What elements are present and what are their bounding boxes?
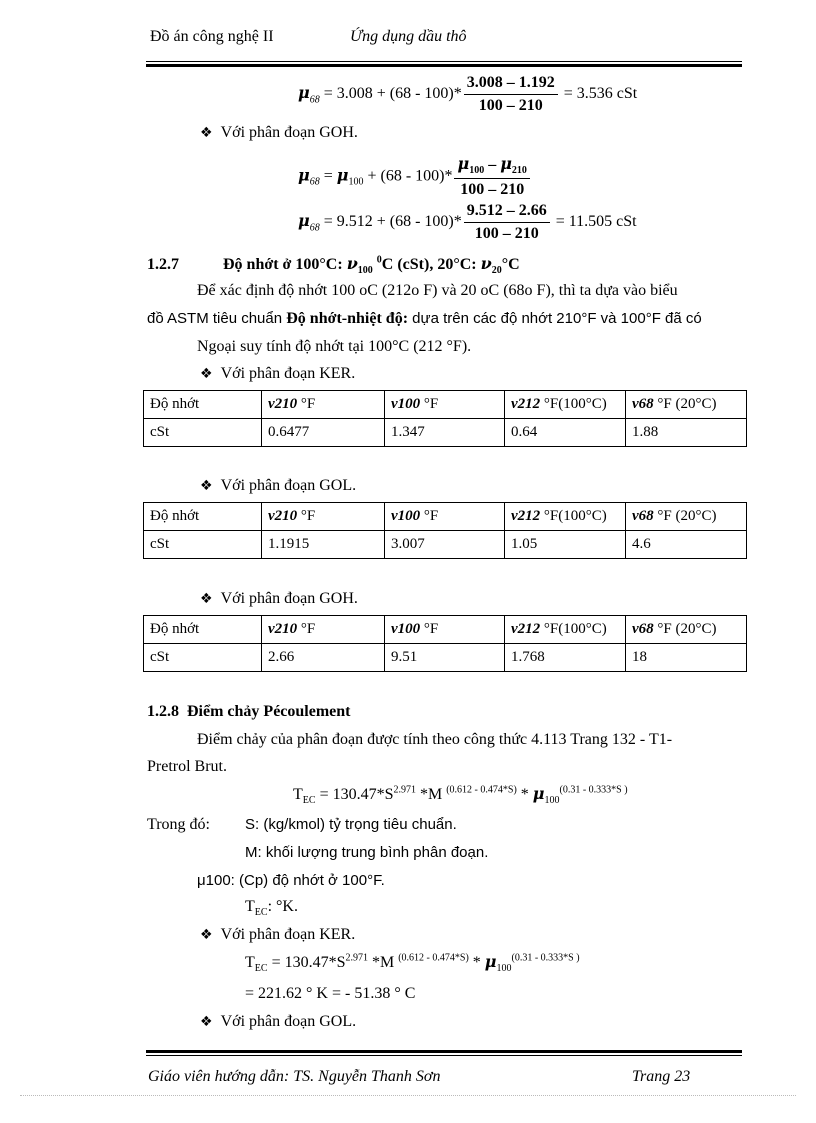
table-header-cell: ν212 °F(100°C) (505, 616, 626, 644)
viscosity-table-goh (143, 615, 747, 672)
table-header-cell: ν210 °F (262, 391, 385, 419)
header-rule-thick (146, 64, 742, 67)
table-header-cell: Độ nhớt (144, 391, 262, 419)
table-cell: cSt (144, 644, 262, 672)
section-127-heading: 1.2.7 Độ nhớt ở 100°C: $\nu_{100}$ $^0$C (cSt), 20°C: $\nu_{20}^\circ C$ (147, 254, 520, 277)
bullet-goh-2: ❖ Với phân đoạn GOH. (200, 590, 358, 607)
where-label: Trong đó: (147, 816, 210, 833)
table-cell: cSt (144, 531, 262, 559)
header-left: Đồ án công nghệ II (150, 28, 274, 45)
table-header-cell: ν210 °F (262, 616, 385, 644)
footer-rule-thick (146, 1050, 742, 1053)
footer-advisor: Giáo viên hướng dẫn: TS. Nguyễn Thanh Sơn (148, 1068, 441, 1085)
where-t: $T_{EC}$: °K. (245, 898, 298, 919)
table-header-row (144, 391, 747, 419)
table-cell: 2.66 (262, 644, 385, 672)
table-cell: 4.6 (626, 531, 747, 559)
table-header-cell: ν212 °F(100°C) (505, 391, 626, 419)
equation-mu68-ker: $\mu_{68} = 3.008 + (68 - 100)*$ $\frac{3.008 - 1.192}{100 - 210}$ = 3.536 cSt (298, 74, 638, 114)
para-astm-line2: đồ ASTM tiêu chuẩn Độ nhớt-nhiệt độ: dựa trên các độ nhớt 210°F và 100°F đã có (147, 310, 702, 327)
table-header-cell: ν68 °F (20°C) (626, 503, 747, 531)
where-s: S: (kg/kmol) tỷ trọng tiêu chuẩn. (245, 816, 457, 833)
bullet-gol-2: ❖ Với phân đoạn GOL. (200, 1013, 357, 1030)
table-cell: 9.51 (385, 644, 505, 672)
table-header-cell: ν210 °F (262, 503, 385, 531)
formula-tec: $T_{EC} = 130.47*S^{2.971}$ *M $^{(0.612 - 0.474*S)} * \mu_{100}^{(0.31 - 0.333*S )}$ (293, 784, 628, 807)
table-header-cell: ν212 °F(100°C) (505, 503, 626, 531)
page-bottom-dotted-line (20, 1095, 796, 1096)
table-header-row (144, 503, 747, 531)
para-pour-point-line2: Pretrol Brut. (147, 758, 227, 775)
table-row (144, 419, 747, 447)
header-right: Ứng dụng dầu thô (350, 28, 467, 45)
table-cell: 1.88 (626, 419, 747, 447)
table-header-row (144, 616, 747, 644)
formula-tec-ker: $T_{EC} = 130.47*S^{2.971}$ *M $^{(0.612 - 0.474*S)} * \mu_{100}^{(0.31 - 0.333*S )}$ (245, 952, 580, 975)
table-cell: 1.1915 (262, 531, 385, 559)
table-row (144, 644, 747, 672)
viscosity-table-ker (143, 390, 747, 447)
table-header-cell: ν100 °F (385, 391, 505, 419)
bullet-gol-1: ❖ Với phân đoạn GOL. (200, 477, 357, 494)
bullet-goh-1: ❖ Với phân đoạn GOH. (200, 124, 358, 141)
section-128-heading: 1.2.8 Điểm chảy Pécoulement (147, 703, 351, 720)
viscosity-table-gol (143, 502, 747, 559)
header-rule-thin (146, 61, 742, 62)
table-header-cell: Độ nhớt (144, 616, 262, 644)
result-ker: = 221.62 ° K = - 51.38 ° C (245, 985, 416, 1002)
where-mu: μ100: (Cp) độ nhớt ở 100°F. (197, 872, 385, 889)
table-header-cell: Độ nhớt (144, 503, 262, 531)
bullet-ker-2: ❖ Với phân đoạn KER. (200, 926, 356, 943)
table-cell: cSt (144, 419, 262, 447)
where-m: M: khối lượng trung bình phân đoạn. (245, 844, 489, 861)
table-cell: 1.768 (505, 644, 626, 672)
equation-mu68-goh: $\mu_{68} = 9.512 + (68 - 100)*$ $\frac{9.512 - 2.66}{100 - 210}$ = 11.505 cSt (298, 202, 637, 242)
footer-page-number: Trang 23 (632, 1068, 691, 1085)
table-cell: 1.05 (505, 531, 626, 559)
table-cell: 1.347 (385, 419, 505, 447)
table-header-cell: ν100 °F (385, 503, 505, 531)
footer-rule-thin (146, 1055, 742, 1056)
para-astm-line1: Để xác định độ nhớt 100 oC (212o F) và 20 oC (68o F), thì ta dựa vào biểu (197, 282, 678, 299)
equation-mu68-general: $\mu_{68} = \mu_{100} + (68 - 100)*$ $\frac{\mu_{100} - \mu_{210}}{100 - 210}$ (298, 154, 532, 199)
table-header-cell: ν68 °F (20°C) (626, 391, 747, 419)
bullet-ker-1: ❖ Với phân đoạn KER. (200, 365, 356, 382)
table-header-cell: ν100 °F (385, 616, 505, 644)
table-cell: 18 (626, 644, 747, 672)
table-header-cell: ν68 °F (20°C) (626, 616, 747, 644)
para-astm-line3: Ngoại suy tính độ nhớt tại 100°C (212 °F). (197, 338, 472, 355)
table-cell: 3.007 (385, 531, 505, 559)
table-row (144, 531, 747, 559)
table-cell: 0.6477 (262, 419, 385, 447)
table-cell: 0.64 (505, 419, 626, 447)
para-pour-point-line1: Điểm chảy của phân đoạn được tính theo công thức 4.113 Trang 132 - T1- (197, 731, 673, 748)
